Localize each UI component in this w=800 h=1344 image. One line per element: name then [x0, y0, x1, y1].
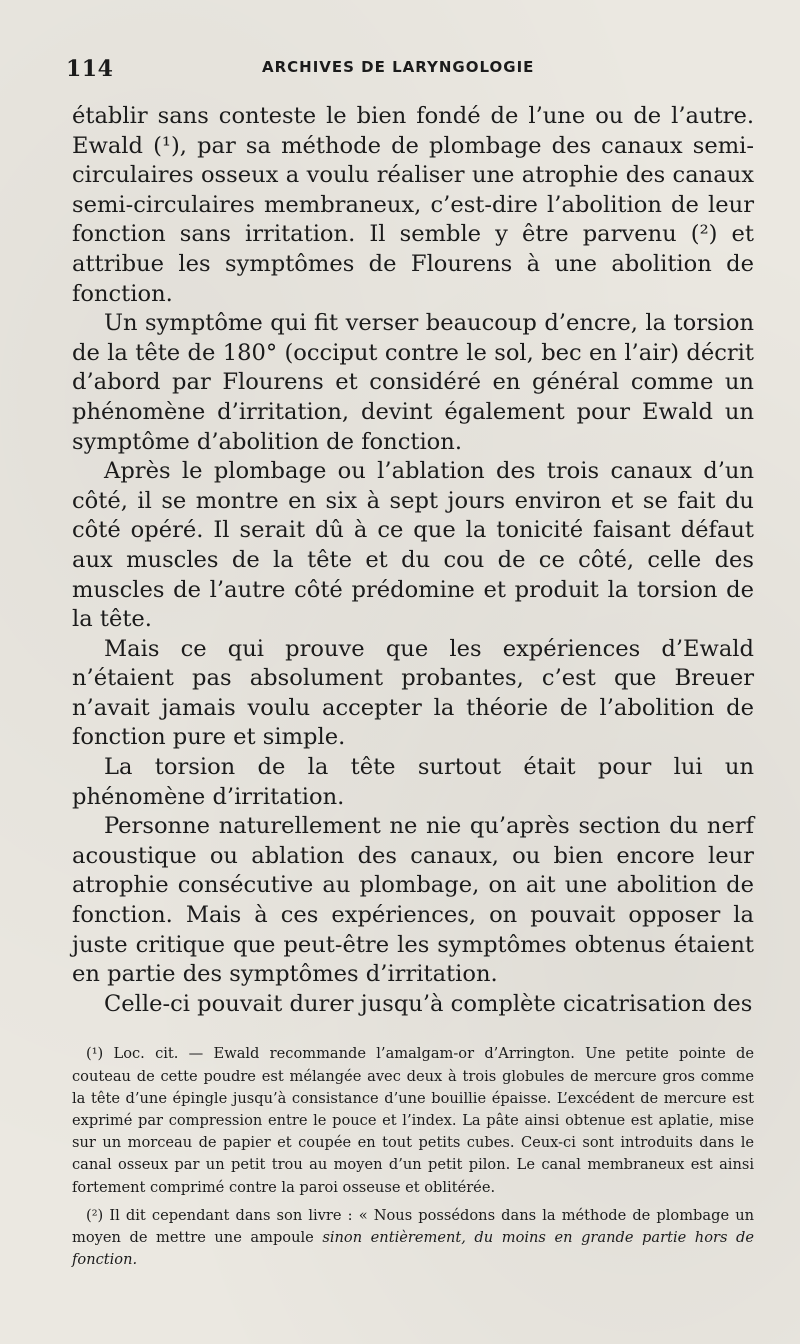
footnote-2-italic: sinon entièrement, du moins en grande partie hors de fonction.	[72, 1229, 755, 1269]
footnote-1: (¹) Loc. cit. — Ewald recommande l’amalgam-or d’Arrington. Une petite pointe de couteau de cette poudre est mélangée avec deux à trois globules de mercure gros comme la tête d’une épingle jusqu’à consistance d’une bouillie épaisse. L’excédent de mercure est exprimé par compression entre le pouce et l’index. La pâte ainsi obtenue est aplatie, mise sur un morceau de papier et coupée en tout petits cubes. Ceux-ci sont introduits dans le canal osseux par un petit trou au moyen d’un petit pilon. Le canal membraneux est ainsi fortement comprimé contre la paroi osseuse et oblitérée.	[72, 1045, 754, 1196]
paragraph-4: Mais ce qui prouve que les expériences d’Ewald n’étaient pas absolument probantes, c’est que Breuer n’avait jamais voulu accepter la théorie de l’abolition de fonction pure et simple.	[72, 635, 754, 751]
running-head: ARCHIVES DE LARYNGOLOGIE	[262, 58, 535, 76]
page-header	[66, 46, 754, 96]
paragraph-6: Personne naturellement ne nie qu’après section du nerf acoustique ou ablation des canaux, ou bien encore leur atrophie consécutive au plombage, on ait une abolition de fonction. Mais à ces expériences, on pouvait opposer la juste critique que peut-être les symptômes obtenus étaient en partie des symptômes d’irritation.	[72, 813, 754, 988]
paragraph-1: établir sans conteste le bien fondé de l’une ou de l’autre. Ewald (¹), par sa méthode de plombage des canaux semi-circulaires osseux a voulu réaliser une atrophie des canaux semi-circulaires membraneux, c’est-dire l’abolition de leur fonction sans irritation. Il semble y être parvenu (²) et attribue les symptômes de Flourens à une abolition de fonction.	[72, 103, 754, 307]
main-text	[72, 102, 754, 1019]
paragraph-7: Celle-ci pouvait durer jusqu’à complète cicatrisation des	[104, 990, 753, 1017]
paragraph-3: Après le plombage ou l’ablation des trois canaux d’un côté, il se montre en six à sept jours environ et se fait du côté opéré. Il serait dû à ce que la tonicité faisant défaut aux muscles de la tête et du cou de ce côté, celle des muscles de l’autre côté prédomine et produit la torsion de la tête.	[72, 458, 754, 633]
footnote-2	[72, 1205, 754, 1272]
paragraph-5: La torsion de la tête surtout était pour lui un phénomène d’irritation.	[72, 754, 754, 810]
paragraph-2: Un symptôme qui fit verser beaucoup d’encre, la torsion de la tête de 180° (occiput contre le sol, bec en l’air) décrit d’abord par Flourens et considéré en général comme un phénomène d’irritation, devint également pour Ewald un symptôme d’abolition de fonction.	[72, 310, 754, 455]
page-number: 114	[66, 56, 114, 82]
footnotes	[72, 1043, 754, 1271]
footnote-2-text: (²) Il dit cependant dans son livre : « Nous possédons dans la méthode de plombage un moyen de mettre une ampoule	[72, 1206, 754, 1247]
